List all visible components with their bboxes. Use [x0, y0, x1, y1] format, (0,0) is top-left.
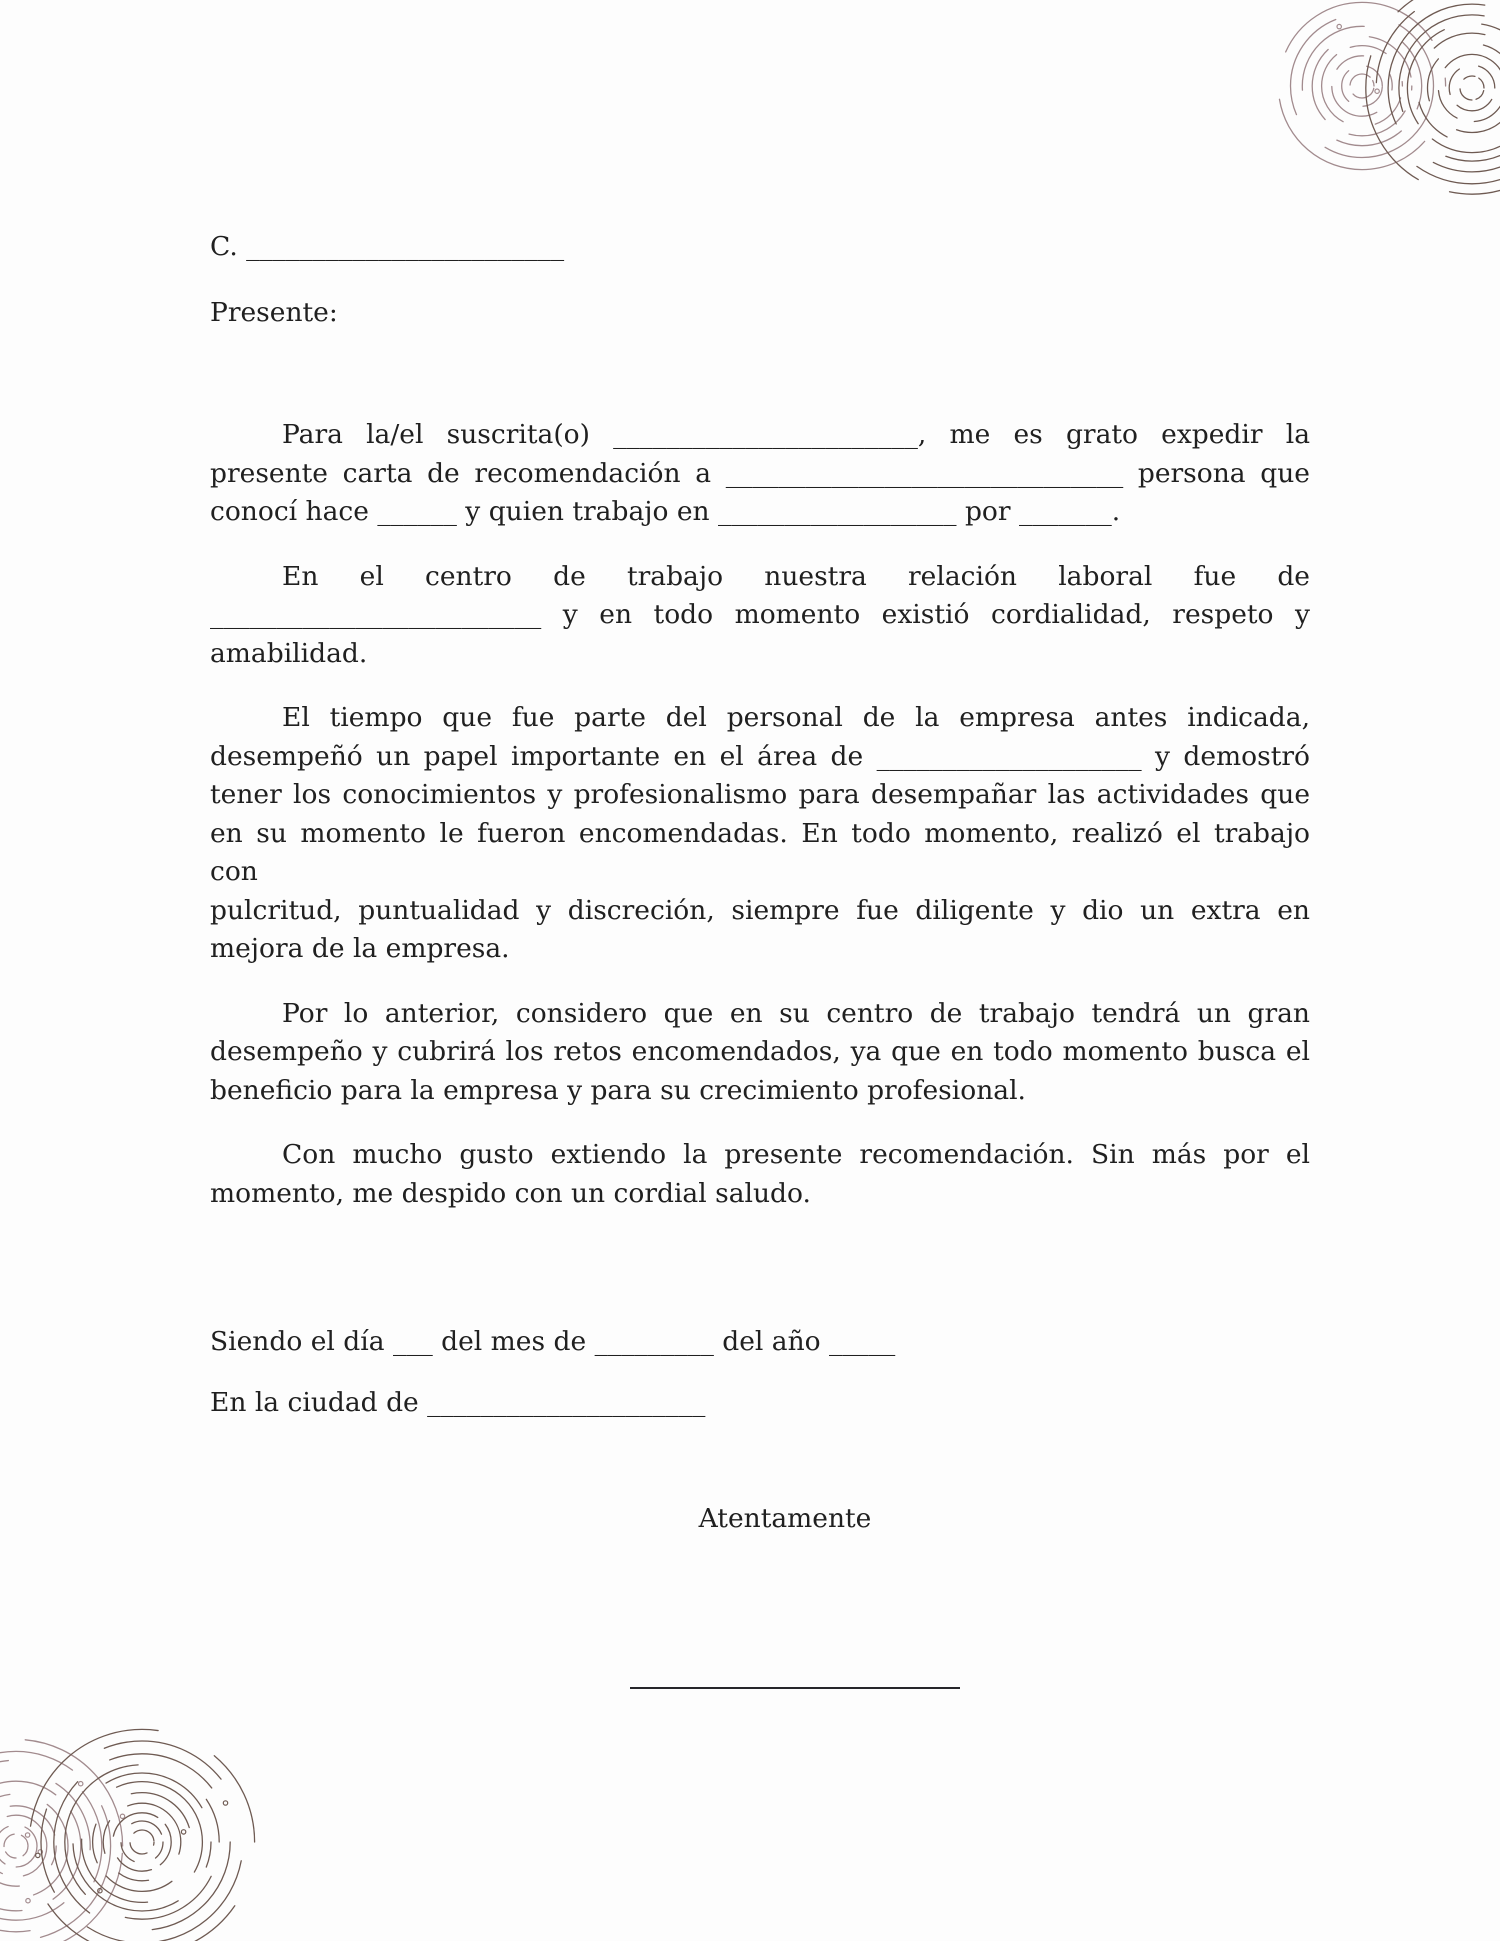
paragraph-line: conocí hace ______ y quien trabajo en __________________ por _______.	[210, 496, 1121, 527]
paragraph-line: En el centro de trabajo nuestra relación laboral fue de	[282, 560, 1310, 592]
date-line: Siendo el día ___ del mes de _________ del año _____	[210, 1326, 896, 1357]
paragraph-line: beneficio para la empresa y para su crecimiento profesional.	[210, 1074, 1026, 1106]
closing: Atentamente	[698, 1503, 872, 1534]
paragraph-line: momento, me despido con un cordial saludo.	[210, 1177, 811, 1209]
letter-body	[210, 228, 1310, 1689]
ripple-circles-bottom-left-light	[0, 1739, 125, 1941]
paragraph-line: desempeñó un papel importante en el área de ____________________ y demostró	[210, 740, 1310, 772]
paragraph-line: amabilidad.	[210, 637, 368, 669]
paragraph-line: pulcritud, puntualidad y discreción, siempre fue diligente y dio un extra en	[210, 894, 1310, 926]
paragraph-line: presente carta de recomendación a ______________________________ persona que	[210, 457, 1310, 489]
paragraph	[210, 995, 1310, 1111]
paragraph	[210, 558, 1310, 674]
paragraph-line: El tiempo que fue parte del personal de la empresa antes indicada,	[282, 702, 1310, 733]
ripple-circles-top-right-light	[1278, 2, 1445, 169]
paragraph-line: desempeño y cubrirá los retos encomendados, ya que en todo momento busca el	[210, 1036, 1310, 1067]
paragraph-line: _________________________ y en todo momento existió cordialidad, respeto y	[210, 599, 1310, 630]
date-block	[210, 1323, 1310, 1422]
salutation: Presente:	[210, 296, 338, 328]
paragraph	[210, 1136, 1310, 1213]
paragraph-line: Para la/el suscrita(o) _______________________, me es grato expedir la	[282, 419, 1310, 450]
ripple-circles-top-right-dark	[1366, 0, 1500, 194]
addressee-line: C. ________________________	[210, 231, 565, 262]
paragraph-line: en su momento le fueron encomendadas. En todo momento, realizó el trabajo con	[210, 817, 1310, 887]
paragraph-line: tener los conocimientos y profesionalismo para desempañar las actividades que	[210, 779, 1310, 810]
paragraph-line: Con mucho gusto extiendo la presente recomendación. Sin más por el	[282, 1139, 1310, 1170]
ripple-circles-bottom-left-dark	[29, 1729, 254, 1941]
paragraphs	[210, 416, 1310, 1213]
paragraph	[210, 416, 1310, 532]
paragraph-line: mejora de la empresa.	[210, 933, 510, 964]
paragraph-line: Por lo anterior, considero que en su centro de trabajo tendrá un gran	[282, 997, 1310, 1029]
city-line: En la ciudad de _____________________	[210, 1386, 706, 1418]
signature-line	[630, 1687, 960, 1689]
paragraph	[210, 699, 1310, 969]
